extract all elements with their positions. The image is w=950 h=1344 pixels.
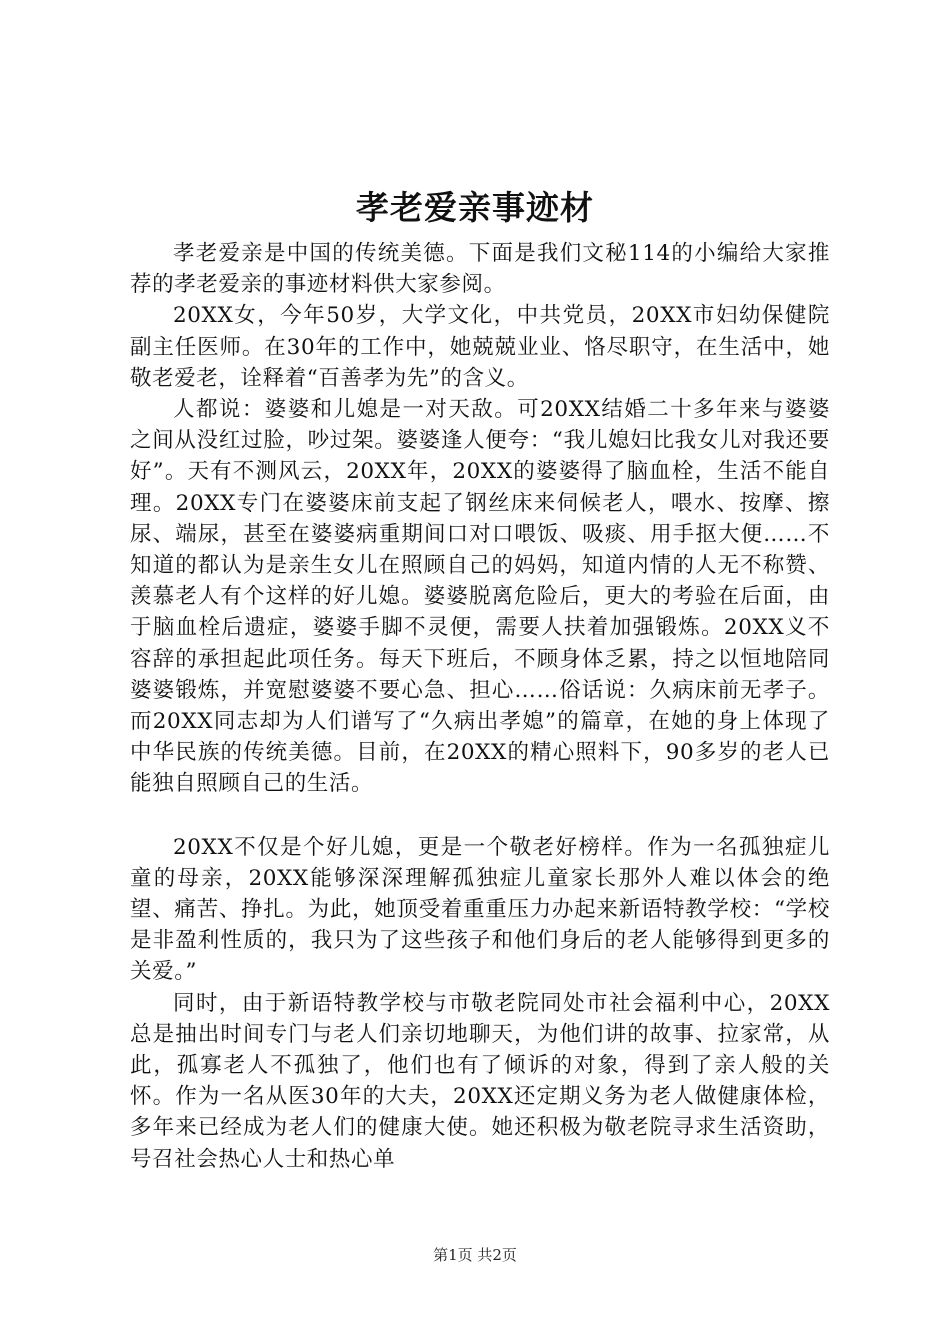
page-footer: 第1页 共2页 <box>433 1246 517 1264</box>
paragraph-profile: 20XX女，今年50岁，大学文化，中共党员，20XX市妇幼保健院副主任医师。在30年的工作中，她兢兢业业、恪尽职守，在生活中，她敬老爱老，诠释着“百善孝为先”的含义。 <box>130 303 830 391</box>
document-title: 孝老爱亲事迹材 <box>356 188 594 227</box>
paragraph-intro: 孝老爱亲是中国的传统美德。下面是我们文秘114的小编给大家推荐的孝老爱亲的事迹材料供大家参阅。 <box>130 241 830 298</box>
paragraph-role-model: 20XX不仅是个好儿媳，更是一个敬老好榜样。作为一名孤独症儿童的母亲，20XX能够深深理解孤独症儿童家长那外人难以体会的绝望、痛苦、挣扎。为此，她顶受着重重压力办起来新语特教学校：“学校是非盈利性质的，我只为了这些孩子和他们身后的老人能够得到更多的关爱。” <box>130 834 830 985</box>
document-body <box>130 238 830 1175</box>
paragraph-nursing-home: 同时，由于新语特教学校与市敬老院同处市社会福利中心，20XX总是抽出时间专门与老人们亲切地聊天，为他们讲的故事、拉家常，从此，孤寡老人不孤独了，他们也有了倾诉的对象，得到了亲人般的关怀。作为一名从医30年的大夫，20XX还定期义务为老人做健康体检，多年来已经成为老人们的健康大使。她还积极为敬老院寻求生活资助，号召社会热心人士和热心单 <box>130 990 830 1172</box>
paragraph-mother-in-law: 人都说：婆婆和儿媳是一对天敌。可20XX结婚二十多年来与婆婆之间从没红过脸，吵过架。婆婆逢人便夸：“我儿媳妇比我女儿对我还要好”。天有不测风云，20XX年，20XX的婆婆得了脑血栓，生活不能自理。20XX专门在婆婆床前支起了钢丝床来伺候老人，喂水、按摩、擦尿、端尿，甚至在婆婆病重期间口对口喂饭、吸痰、用手抠大便……不知道的都认为是亲生女儿在照顾自己的妈妈，知道内情的人无不称赞、羡慕老人有个这样的好儿媳。婆婆脱离危险后，更大的考验在后面，由于脑血栓后遗症，婆婆手脚不灵便，需要人扶着加强锻炼。20XX义不容辞的承担起此项任务。每天下班后，不顾身体乏累，持之以恒地陪同婆婆锻炼，并宽慰婆婆不要心急、担心……俗话说：久病床前无孝子。而20XX同志却为人们谱写了“久病出孝媳”的篇章，在她的身上体现了中华民族的传统美德。目前，在20XX的精心照料下，90多岁的老人已能独自照顾自己的生活。 <box>130 397 830 797</box>
